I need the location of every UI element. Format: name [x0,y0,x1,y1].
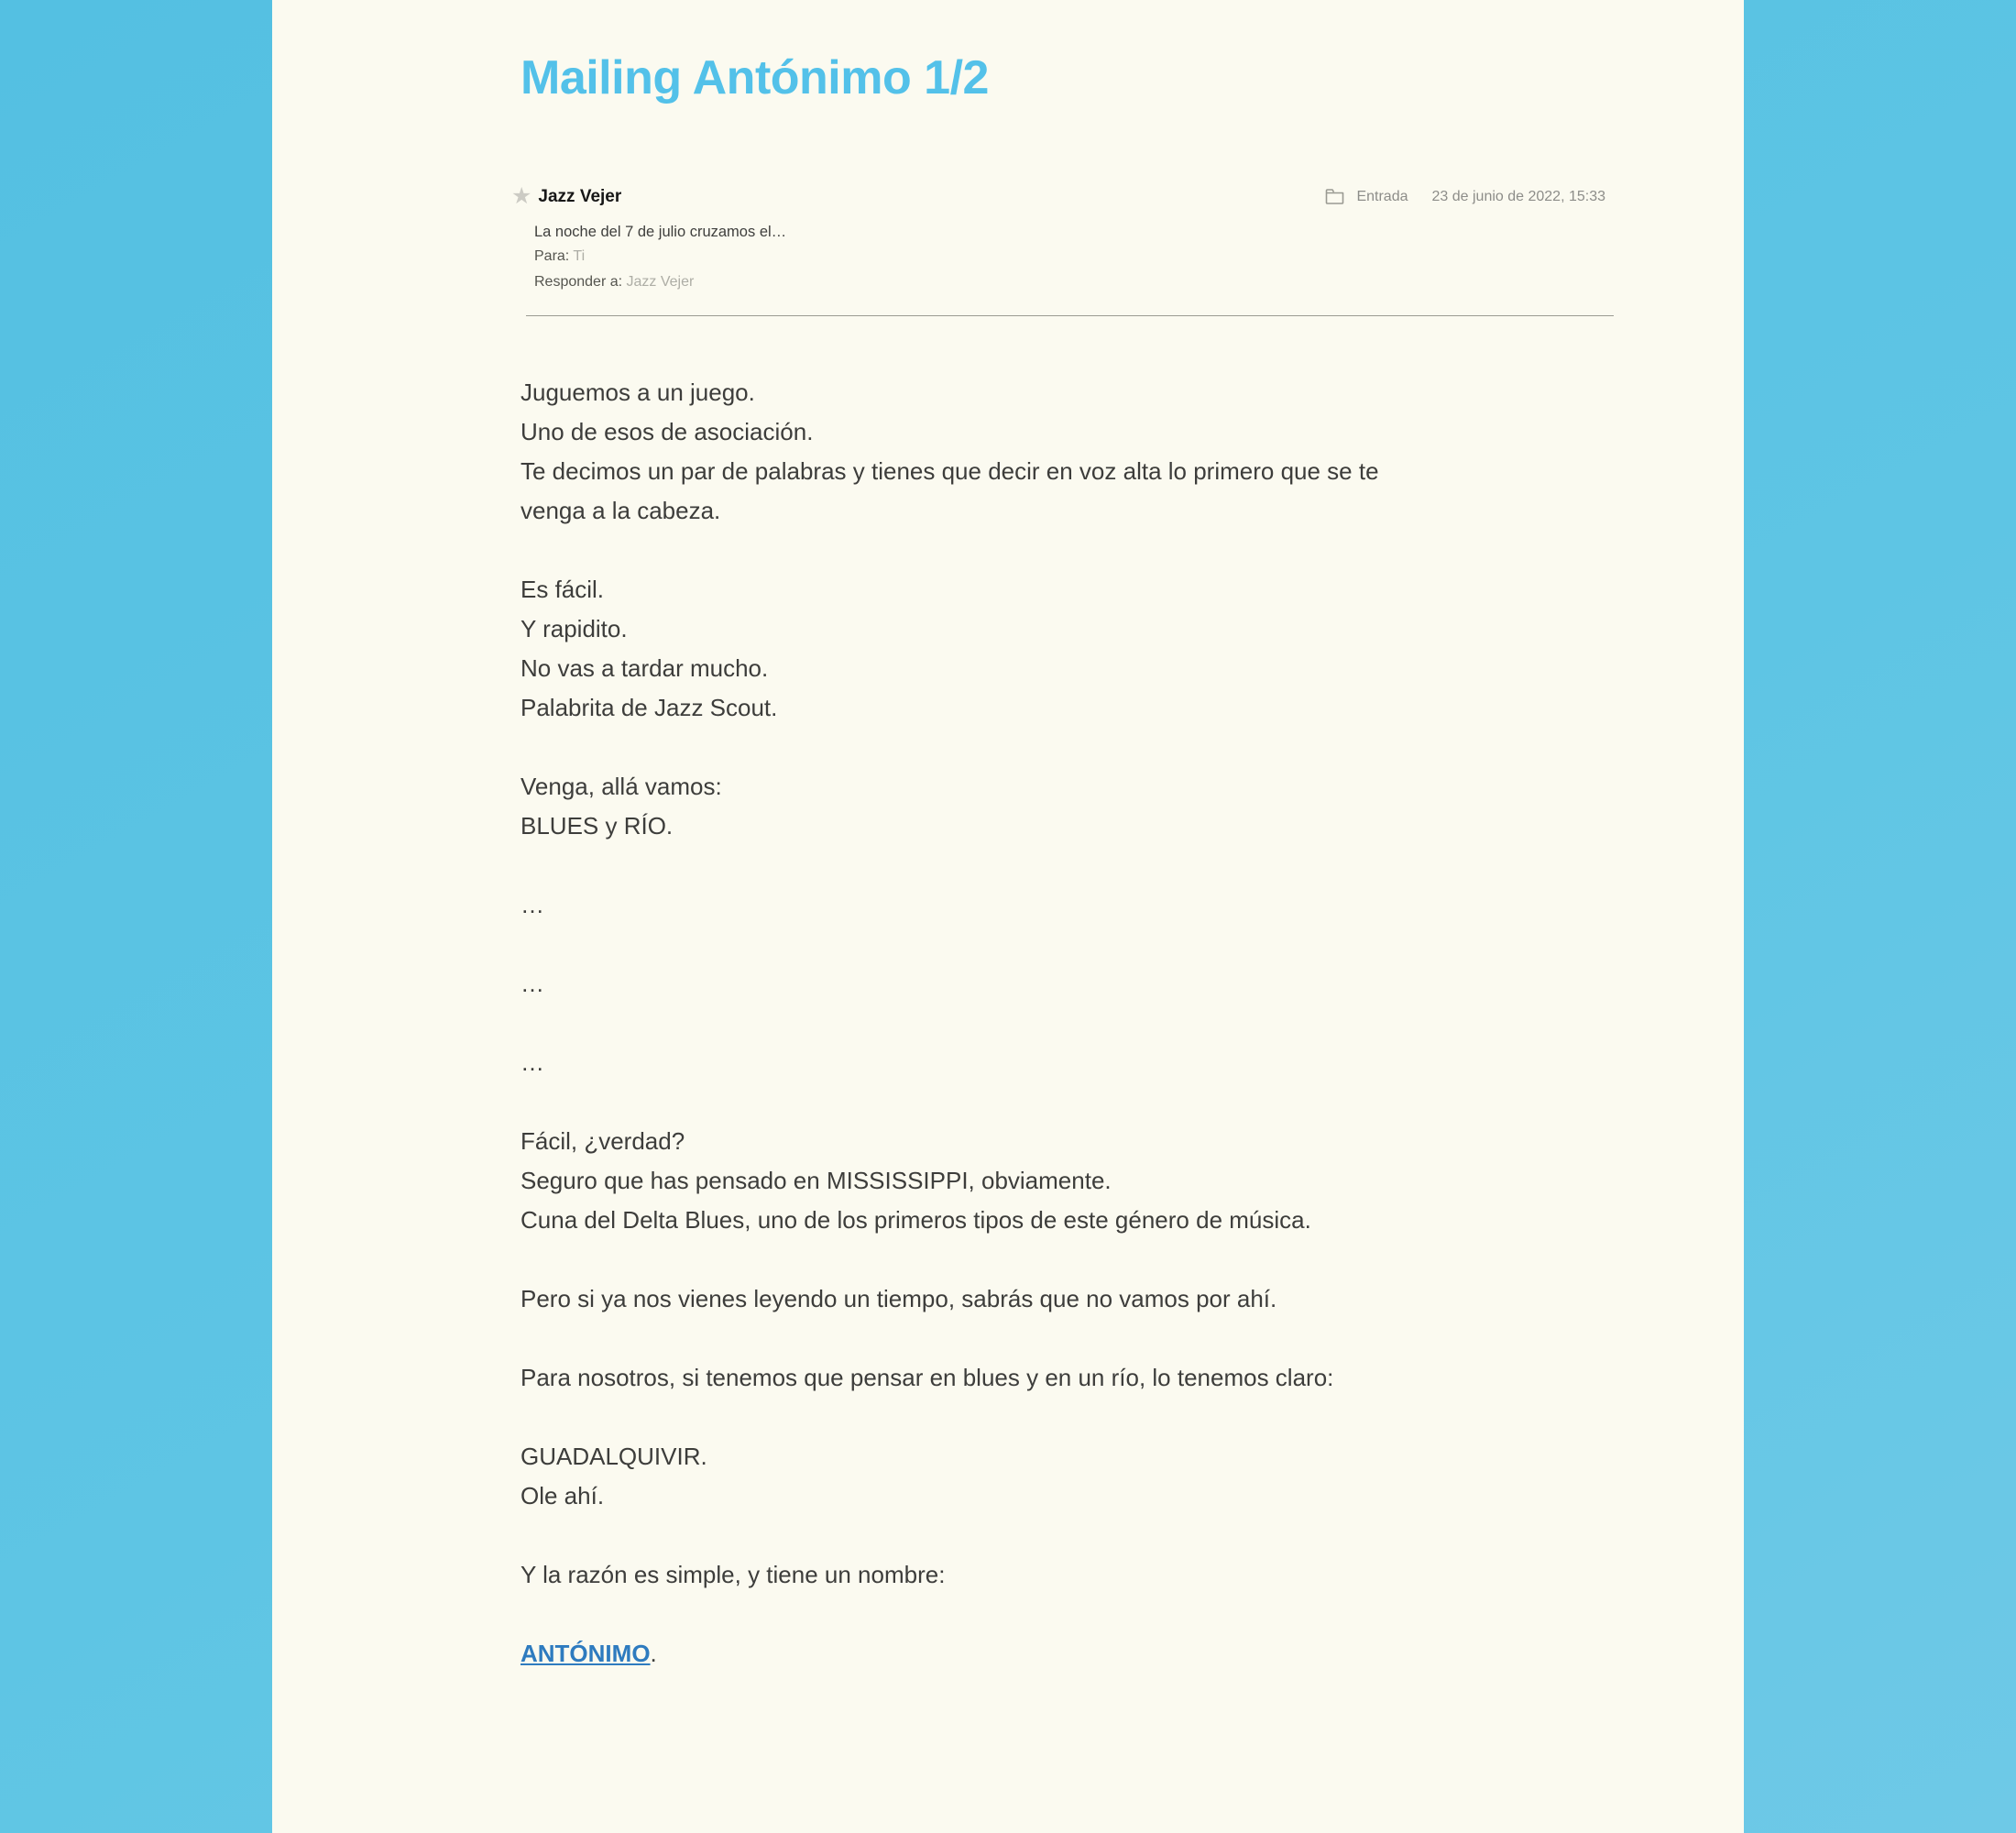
body-line: Ole ahí. [520,1481,605,1509]
body-paragraph [520,1122,1616,1240]
body-line: Juguemos a un juego. [520,378,755,406]
body-paragraph [520,570,1616,728]
to-value: Ti [573,247,586,264]
body-line: Fácil, ¿verdad? [520,1126,685,1155]
email-content [511,0,1616,1674]
body-line: No vas a tardar mucho. [520,653,769,682]
folder-icon [1325,189,1344,204]
sender-group [511,185,621,208]
body-line: Te decimos un par de palabras y tienes que decir en voz alta lo primero que se te [520,456,1379,485]
body-line: BLUES y RÍO. [520,811,674,840]
email-date: 23 de junio de 2022, 15:33 [1431,188,1605,204]
body-paragraph [520,767,1616,846]
star-icon[interactable]: ★ [511,183,532,210]
body-line: … [520,890,544,918]
body-paragraph [520,1634,1616,1674]
replyto-row [534,269,1616,295]
email-subheader [534,220,1616,295]
body-line: Es fácil. [520,575,605,603]
body-line: … [520,1048,544,1076]
ellipsis-line [520,964,1616,1004]
email-body [520,373,1616,1674]
folder-chip[interactable] [1325,189,1408,205]
email-preview: La noche del 7 de julio cruzamos el… [534,223,787,240]
link-suffix: . [650,1639,657,1667]
body-line: Seguro que has pensado en MISSISSIPPI, obviamente. [520,1166,1112,1194]
email-header-row [511,182,1616,212]
body-line: Y la razón es simple, y tiene un nombre: [520,1560,946,1588]
body-line: GUADALQUIVIR. [520,1442,707,1470]
body-paragraph [520,1555,1616,1595]
body-line: Cuna del Delta Blues, uno de los primeros tipos de este género de música. [520,1205,1311,1234]
body-paragraph [520,1358,1616,1398]
body-line: Venga, allá vamos: [520,772,722,800]
to-label: Para: [534,247,570,264]
body-line: Uno de esos de asociación. [520,417,814,445]
body-line: Y rapidito. [520,614,628,642]
email-viewer-panel [272,0,1744,1833]
email-meta [1325,189,1616,205]
email-header [511,182,1616,316]
body-line: Para nosotros, si tenemos que pensar en blues y en un río, lo tenemos claro: [520,1363,1334,1391]
sender-name[interactable]: Jazz Vejer [538,186,622,206]
body-paragraph [520,373,1616,531]
replyto-value: Jazz Vejer [626,273,695,290]
body-paragraph [520,1279,1616,1319]
to-row [534,244,1616,269]
replyto-label: Responder a: [534,273,623,290]
body-line: Pero si ya nos vienes leyendo un tiempo, sabrás que no vamos por ahí. [520,1284,1277,1312]
body-line: venga a la cabeza. [520,496,721,524]
body-line: … [520,969,544,997]
ellipsis-line [520,1043,1616,1082]
header-divider [526,315,1614,316]
antonimo-link[interactable]: ANTÓNIMO [520,1639,651,1667]
body-paragraph [520,1437,1616,1516]
folder-label: Entrada [1356,188,1408,204]
ellipsis-line [520,885,1616,925]
page-title: Mailing Antónimo 1/2 [520,51,989,104]
body-line: Palabrita de Jazz Scout. [520,693,778,721]
